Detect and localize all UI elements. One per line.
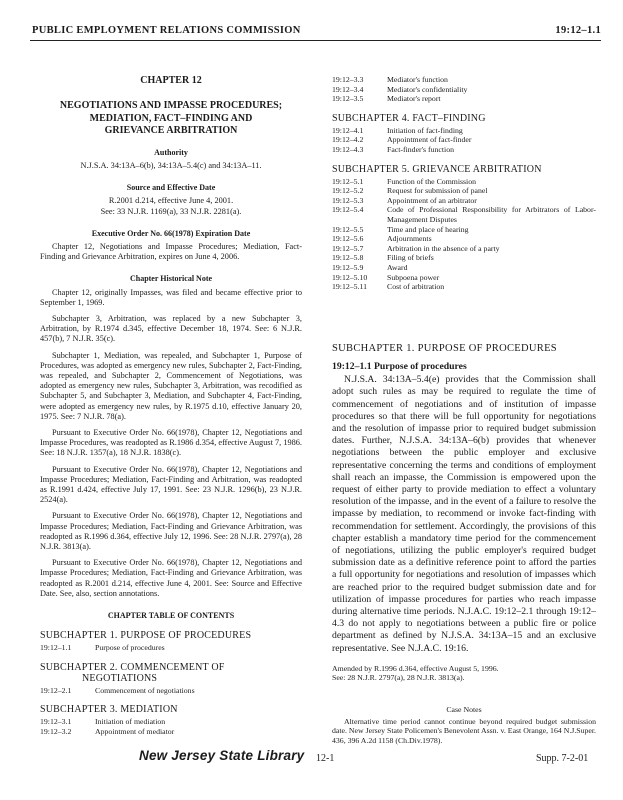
- toc-item-number: 19:12–5.1: [332, 176, 364, 186]
- toc-item[interactable]: [332, 263, 596, 273]
- toc-item-title: Initiation of mediation: [95, 717, 166, 727]
- authority-heading: Authority: [154, 147, 188, 157]
- toc-item[interactable]: [40, 686, 302, 696]
- toc-item-number: 19:12–5.10: [332, 272, 368, 282]
- toc-item-title: Adjournments: [387, 234, 432, 244]
- toc-item-number: 19:12–4.1: [332, 125, 364, 135]
- toc-item-title: Commencement of negotiations: [95, 685, 195, 695]
- toc-item-title: Initiation of fact-finding: [387, 125, 463, 135]
- toc-heading: CHAPTER TABLE OF CONTENTS: [107, 611, 235, 621]
- header-agency: PUBLIC EMPLOYMENT RELATIONS COMMISSION: [32, 25, 301, 36]
- toc-item-title: Cost of arbitration: [387, 282, 445, 292]
- toc-item[interactable]: [332, 85, 596, 95]
- amendment-line-1: Amended by R.1996 d.364, effective August 5, 1996.: [332, 663, 499, 673]
- toc-item-title: Filing of briefs: [387, 253, 434, 263]
- chapter-title-line: NEGOTIATIONS AND IMPASSE PROCEDURES;: [59, 100, 283, 112]
- toc-item-title: Mediator's report: [387, 94, 441, 104]
- toc-item-title: Code of Professional Responsibility for Arbitrators of Labor-Management Disputes: [387, 205, 596, 224]
- right-column: [332, 75, 596, 745]
- toc-subchapter-5: SUBCHAPTER 5. GRIEVANCE ARBITRATION: [332, 163, 542, 175]
- toc-subchapter-1: SUBCHAPTER 1. PURPOSE OF PROCEDURES: [40, 630, 252, 642]
- toc-item-number: 19:12–5.11: [332, 282, 368, 292]
- chapter-number: CHAPTER 12: [140, 75, 202, 86]
- case-notes-text: Alternative time period cannot continue beyond required budget submission date. New Jersey State Policemen's Benevolent Assn. v. East Orange, 164 N.J.Super. 436, 396 A.2d 1158 (Ch.Div.1978).: [332, 716, 596, 745]
- authority-text: N.J.S.A. 34:13A–6(b), 34:13A–5.4(c) and 34:13A–11.: [80, 160, 262, 170]
- toc-item[interactable]: [332, 225, 596, 235]
- toc-item-title: Appointment of fact-finder: [387, 135, 472, 145]
- toc-subchapter-2: [40, 662, 302, 684]
- subchapter-1-title: SUBCHAPTER 1. PURPOSE OF PROCEDURES: [332, 342, 557, 354]
- toc-item-number: 19:12–4.2: [332, 135, 364, 145]
- toc-item-number: 19:12–2.1: [40, 685, 72, 695]
- toc-item-number: 19:12–3.1: [40, 717, 72, 727]
- running-header: [30, 22, 601, 41]
- toc-item[interactable]: [332, 234, 596, 244]
- section-body: N.J.S.A. 34:13A–5.4(e) provides that the Commission shall adopt such rules as may be required to regulate the time of commencement of negotiations and of institution of impasse procedures so that there will be full opportunity for negotiations and the resolution of impasse prior to required budget submission dates. Further, N.J.S.A. 34:13A–6(b) provides that whenever negotiations between the public employer and exclusive representative concerning the terms and conditions of employment shall reach an impasse, the Commission is empowered upon the request of either party to provide mediation to effect a voluntary resolution of the impasse, and in the event of a failure to resolve the impasse by mediation, to recommend or invoke fact-finding with recommendation for settlement. Accordingly, the provisions of this chapter establish a mandatory time period for the commencement of negotiations, utilizing the public employer's required budget submission date as a definitive reference point to afford the parties a full opportunity for negotiations and resolution of impasses which are reached prior to the required budget submission date and for utilization of impasse procedures for parties who reach impasse during alternative time periods. N.J.A.C. 19:12–2.1 through 19:12–4.3 do not apply to negotiations between a public fire or police department as defined by N.J.S.A. 34:13A–15 and an exclusive representative. See N.J.A.C. 19:16.: [332, 374, 596, 654]
- toc-item-number: 19:12–5.6: [332, 234, 364, 244]
- toc-item[interactable]: [332, 186, 596, 196]
- toc-item[interactable]: [332, 126, 596, 136]
- chapter-title: [40, 100, 302, 138]
- spacer: [332, 292, 596, 334]
- toc-item[interactable]: [40, 643, 302, 653]
- toc-item-number: 19:12–5.9: [332, 262, 364, 272]
- toc-item-number: 19:12–3.4: [332, 84, 364, 94]
- toc-item[interactable]: [40, 727, 302, 737]
- toc-item[interactable]: [332, 75, 596, 85]
- left-column: [40, 76, 302, 737]
- toc-item[interactable]: [332, 244, 596, 254]
- amendment-line-2: See: 28 N.J.R. 2797(a), 28 N.J.R. 3813(a).: [332, 673, 465, 683]
- toc-item-title: Arbitration in the absence of a party: [387, 243, 500, 253]
- toc-item-title: Time and place of hearing: [387, 224, 469, 234]
- toc-item-title: Appointment of an arbitrator: [387, 195, 477, 205]
- toc-item-title: Appointment of mediator: [95, 727, 175, 736]
- toc-item-number: 19:12–3.2: [40, 727, 72, 736]
- case-notes-heading: Case Notes: [446, 704, 482, 714]
- page-number: 12-1: [316, 753, 335, 764]
- toc-item[interactable]: [40, 717, 302, 727]
- toc-item-title: Request for submission of panel: [387, 186, 488, 196]
- toc-item[interactable]: [332, 94, 596, 104]
- toc-item-number: 19:12–5.3: [332, 195, 364, 205]
- toc-item[interactable]: [332, 135, 596, 145]
- supplement-date: Supp. 7-2-01: [536, 753, 589, 764]
- chapter-title-line: MEDIATION, FACT–FINDING AND: [89, 112, 253, 124]
- toc-item[interactable]: [332, 282, 596, 292]
- toc-item-number: 19:12–3.5: [332, 94, 364, 104]
- toc-item-number: 19:12–3.3: [332, 75, 364, 84]
- toc-item[interactable]: [332, 177, 596, 187]
- toc-item-number: 19:12–5.7: [332, 243, 364, 253]
- history-paragraph: Pursuant to Executive Order No. 66(1978), Chapter 12, Negotiations and Impasse Procedures; Mediation, Fact-Finding and Grievance Arbitration, was readopted as R.2001 d.214, effective June 4, 2001. See: Source and Effective Date. See, also, section annotations.: [40, 558, 302, 598]
- history-paragraph: Pursuant to Executive Order No. 66(1978), Chapter 12, Negotiations and Impasse Procedures, was readopted as R.1986 d.354, effective August 7, 1986. See: 18 N.J.R. 1357(a), 18 N.J.R. 1838(c).: [40, 427, 302, 458]
- toc-item-title: Fact-finder's function: [387, 144, 455, 154]
- toc-item-number: 19:12–5.8: [332, 253, 364, 263]
- toc-item-title: Award: [387, 262, 408, 272]
- toc-item[interactable]: [332, 205, 596, 224]
- chapter-title-line: GRIEVANCE ARBITRATION: [104, 125, 238, 137]
- source-heading: Source and Effective Date: [126, 183, 216, 193]
- section-heading: 19:12–1.1 Purpose of procedures: [332, 360, 467, 372]
- toc-item-number: 19:12–4.3: [332, 144, 364, 154]
- library-logo: New Jersey State Library: [139, 748, 305, 763]
- toc-item[interactable]: [332, 145, 596, 155]
- toc-item-title: Purpose of procedures: [95, 643, 165, 653]
- toc-subchapter-3: SUBCHAPTER 3. MEDIATION: [40, 704, 178, 716]
- toc-item-number: 19:12–5.4: [332, 205, 364, 215]
- history-paragraph: Pursuant to Executive Order No. 66(1978), Chapter 12, Negotiations and Impasse Procedures; Mediation, Fact-Finding and Grievance Arbitration, was readopted as R.1996 d.364, effective July 12, 1996. See: 28 N.J.R. 2797(a), 28 N.J.R. 3813(a).: [40, 511, 302, 551]
- toc-subchapter-2-line-2: NEGOTIATIONS: [82, 672, 158, 684]
- toc-item-title: Mediator's function: [387, 75, 448, 84]
- expiration-heading: Executive Order No. 66(1978) Expiration Date: [91, 228, 251, 238]
- toc-subchapter-4: SUBCHAPTER 4. FACT–FINDING: [332, 112, 486, 124]
- header-section-number: 19:12–1.1: [555, 25, 601, 36]
- toc-item[interactable]: [332, 196, 596, 206]
- toc-item-number: 19:12–5.2: [332, 186, 364, 196]
- toc-item[interactable]: [332, 253, 596, 263]
- toc-item-title: Subpoena power: [387, 272, 440, 282]
- source-line-1: R.2001 d.214, effective June 4, 2001.: [108, 196, 234, 206]
- toc-item[interactable]: [332, 273, 596, 283]
- history-paragraph: Subchapter 3, Arbitration, was replaced by a new Subchapter 3, Arbitration, by R.1974 d.345, effective December 18, 1974. See: 6 N.J.R. 457(b), 7 N.J.R. 35(c).: [40, 313, 302, 344]
- history-paragraph: Subchapter 1, Mediation, was repealed, and Subchapter 1, Purpose of Procedures, was adopted as emergency new rules, Subchapter 2, Fact-Finding, was repealed, and Subchapter 2, Commencement of Negotiations, was adopted as emergency new rules, Subchapter 3, Arbitration, was recodified as Subchapter 5, and Subchapter 3, Mediation, and Subchapter 4, Fact-Finding, were adopted as emergency new rules, by R.1975 d.10, effective January 20, 1975. See: 7 N.J.R. 78(a).: [40, 350, 302, 421]
- toc-item-title: Function of the Commission: [387, 176, 477, 186]
- history-paragraph: Chapter 12, originally Impasses, was filed and became effective prior to September 1, 1969.: [40, 287, 302, 307]
- source-line-2: See: 33 N.J.R. 1169(a), 33 N.J.R. 2281(a).: [100, 206, 242, 216]
- toc-item-number: 19:12–5.5: [332, 224, 364, 234]
- toc-item-title: Mediator's confidentiality: [387, 84, 468, 94]
- history-paragraph: Pursuant to Executive Order No. 66(1978), Chapter 12, Negotiations and Impasse Procedures; Mediation, Fact-Finding and Arbitration, was readopted as R.1991 d.424, effective July 17, 1991. See: 23 N.J.R. 1296(b), 23 N.J.R. 2524(a).: [40, 464, 302, 505]
- history-heading: Chapter Historical Note: [129, 274, 213, 284]
- toc-subchapter-2-line-1: SUBCHAPTER 2. COMMENCEMENT OF: [40, 661, 225, 673]
- toc-item-number: 19:12–1.1: [40, 643, 72, 653]
- expiration-text: Chapter 12, Negotiations and Impasse Procedures; Mediation, Fact-Finding and Grievance Arbitration, expires on June 4, 2006.: [40, 241, 302, 262]
